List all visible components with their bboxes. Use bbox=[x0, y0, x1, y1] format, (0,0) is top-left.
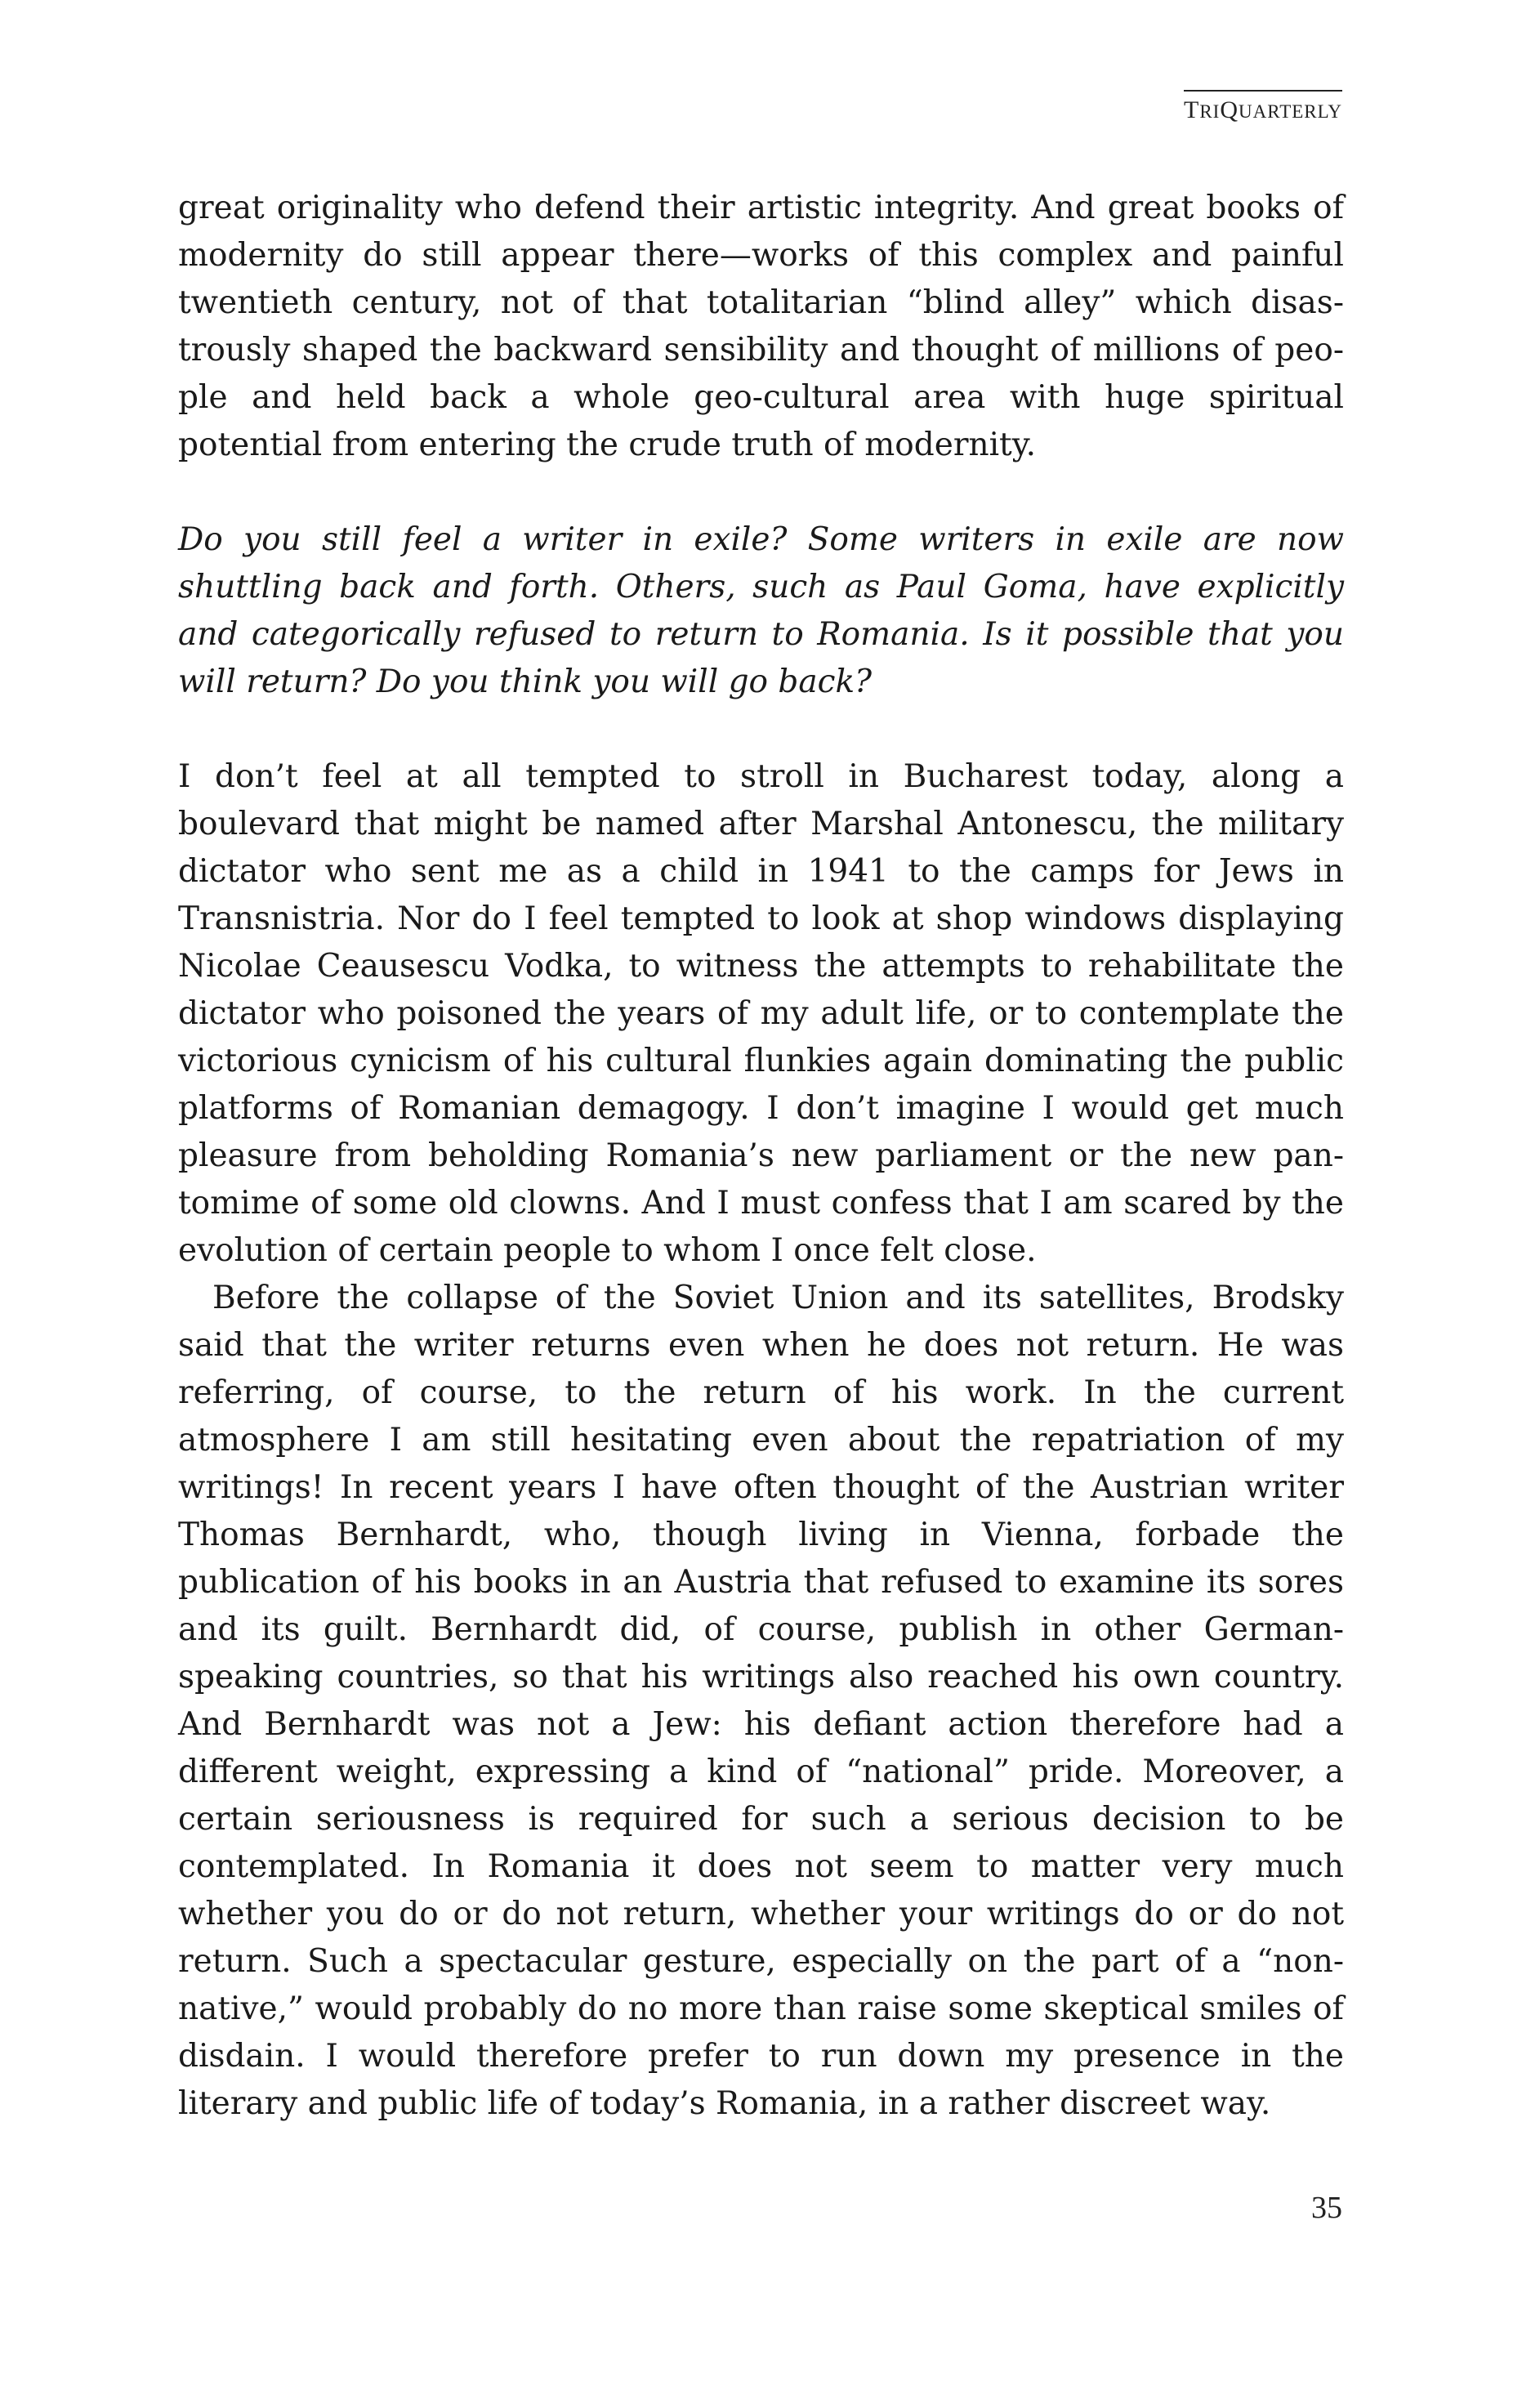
answer-paragraph-2: Before the collapse of the Soviet Union and its satellites, Brodsky said that the writer returns even when he does not return. He was referring, of course, to the return of his work. In the current atmosphere I am still hesitating even about the repatriation of my writings! In recent years I have often thought of the Austrian writer Thomas Bernhardt, who, though living in Vienna, forbade the publication of his books in an Austria that refused to examine its sores and its guilt. Bernhardt did, of course, publish in other German-speaking countries, so that his writings also reached his own country. And Bernhardt was not a Jew: his defiant action therefore had a different weight, expressing a kind of “national” pride. Moreover, a certain seriousness is required for such a serious decision to be contemplated. In Romania it does not seem to matter very much whether you do or do not return, whether your writings do or do not return. Such a spectacular gesture, especially on the part of a “non-native,” would probably do no more than raise some skeptical smiles of disdain. I would therefore prefer to run down my presence in the literary and public life of today’s Romania, in a rather discreet way. bbox=[178, 1280, 1344, 2122]
page-body bbox=[178, 185, 1344, 2128]
answer-paragraph-1: I don’t feel at all tempted to stroll in Bucharest today, along a boulevard that might be named after Marshal Antonescu, the military dictator who sent me as a child in 1941 to the camps for Jews in Transnistria. Nor do I feel tempted to look at shop windows displaying Nicolae Ceausescu Vodka, to witness the attempts to rehabilitate the dictator who poisoned the years of my adult life, or to contemplate the victorious cynicism of his cultural flunkies again dominating the public platforms of Romanian demagogy. I don’t imagine I would get much pleasure from beholding Romania’s new parliament or the new pantomime of some old clowns. And I must confess that I am scared by the evolution of certain people to whom I once felt close. bbox=[178, 758, 1344, 1269]
running-head-ri: RI bbox=[1199, 101, 1221, 122]
running-head-rest: UARTERLY bbox=[1239, 101, 1342, 122]
continuation-paragraph: great originality who defend their artistic integrity. And great books of modernity do still appear there—works of this complex and painful twentieth century, not of that totalitarian “blind alley” which disastrously shaped the backward sensibility and thought of millions of people and held back a whole geo-cultural area with huge spiritual potential from entering the crude truth of modernity. bbox=[178, 190, 1344, 463]
interview-question: Do you still feel a writer in exile? Some writers in exile are now shuttling back and forth. Others, such as Paul Goma, have explicitly and categorically refused to return to Romania. Is it possible that you will return? Do you think you will go back? bbox=[178, 521, 1344, 700]
running-head bbox=[1184, 96, 1342, 124]
running-head-initial: T bbox=[1184, 96, 1200, 123]
running-head-rule bbox=[1184, 90, 1342, 92]
page-number: 35 bbox=[1311, 2191, 1342, 2225]
running-head-q: Q bbox=[1220, 96, 1239, 123]
